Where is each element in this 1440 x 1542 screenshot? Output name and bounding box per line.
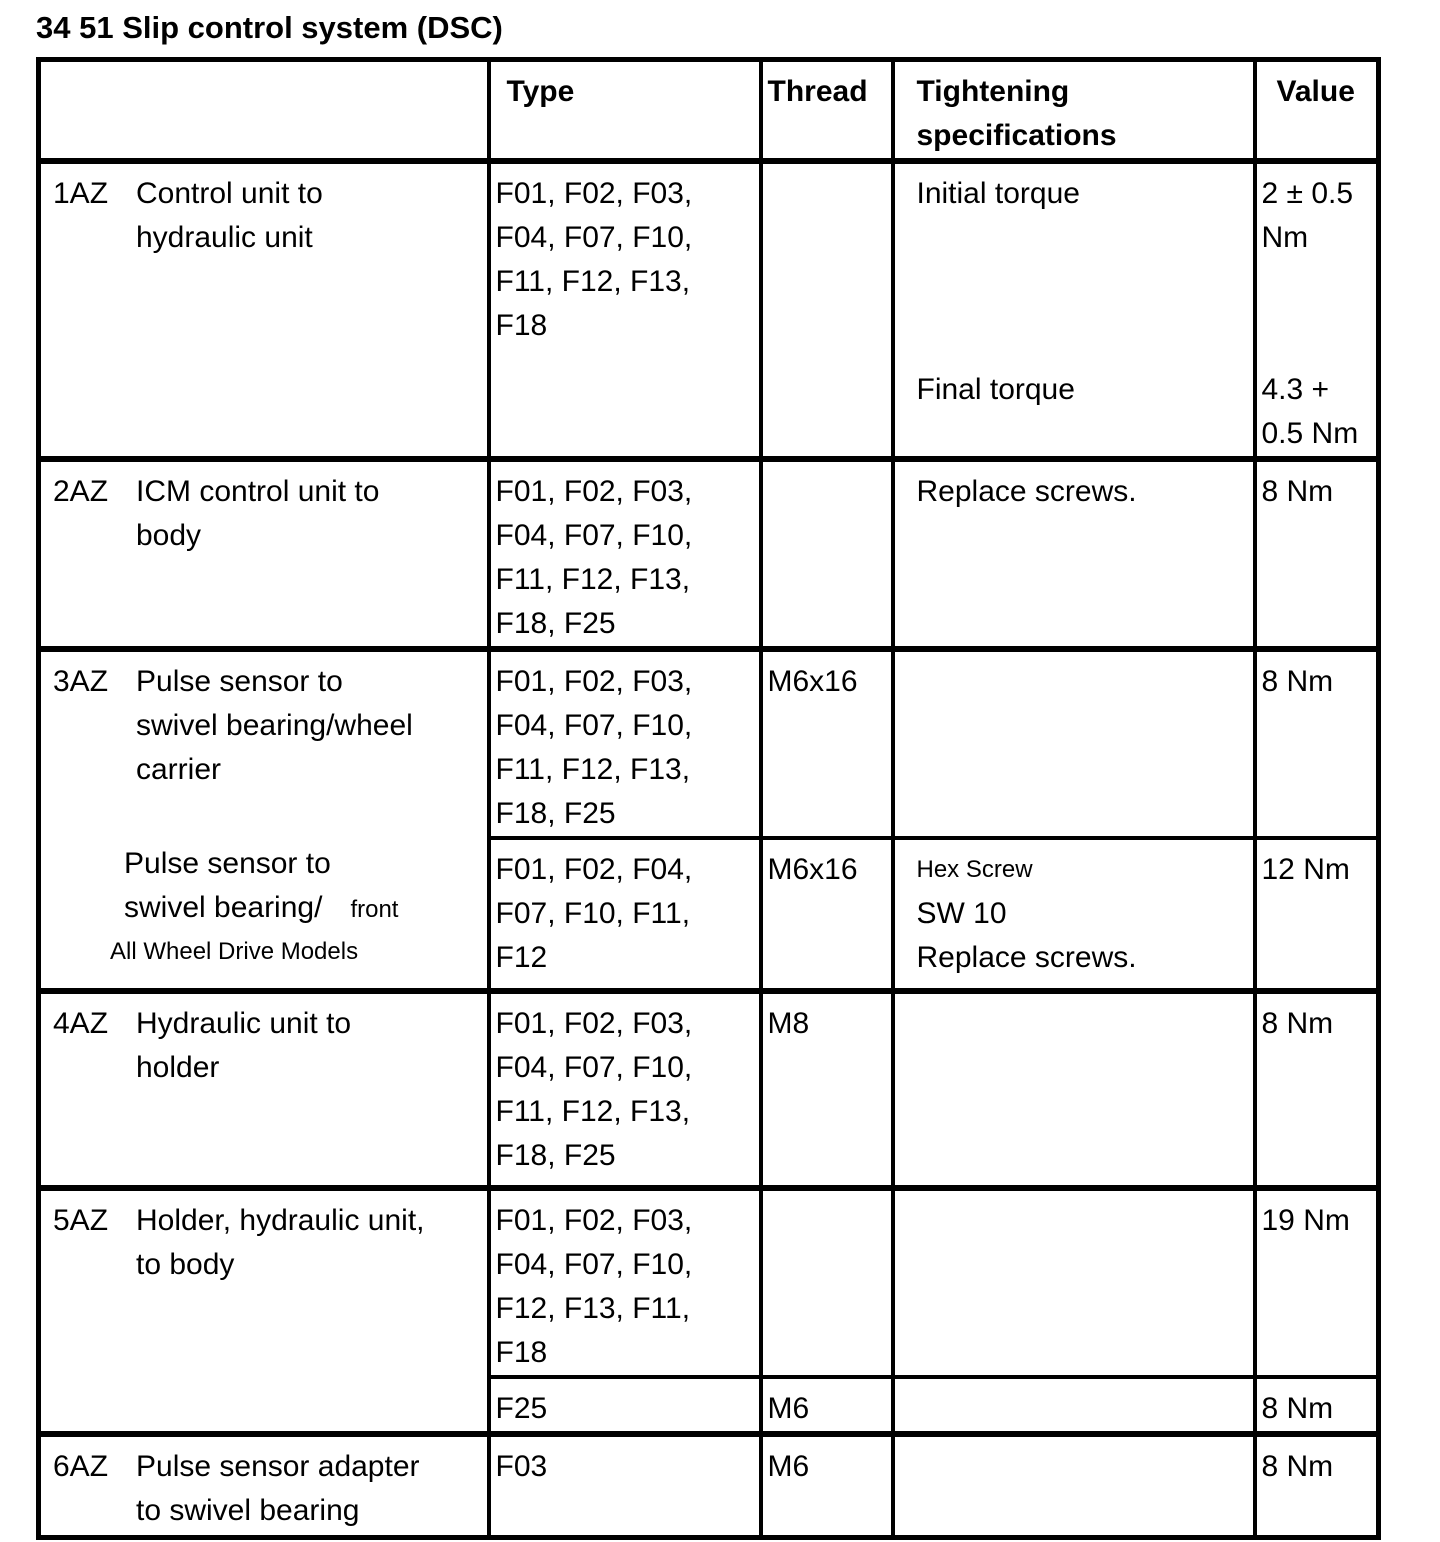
- row-4az-value: 8 Nm: [1255, 991, 1379, 1188]
- row-6az-tightening: [893, 1434, 1255, 1537]
- row-3az-sub1: [39, 649, 1379, 838]
- row-4az-code: 4AZ: [53, 1007, 109, 1040]
- row-3az-code: 3AZ: [53, 665, 109, 698]
- header-cell-tightening: Tightening specifications: [893, 60, 1255, 162]
- row-1az-tightening-final: Final torque: [916, 373, 1075, 406]
- row-3az-sub1-tightening: [893, 649, 1255, 838]
- row-5az-sub2-value: 8 Nm: [1255, 1377, 1379, 1434]
- row-2az-thread: [761, 459, 893, 649]
- row-6az-code: 6AZ: [53, 1450, 109, 1483]
- row-1az-tightening: [893, 161, 1255, 459]
- row-3az-sub1-type: F01, F02, F03, F04, F07, F10, F11, F12, F13, F18, F25: [489, 649, 761, 838]
- row-2az-code: 2AZ: [53, 475, 109, 508]
- row-1az-tightening-initial: Initial torque: [916, 177, 1080, 210]
- row-4az-tightening: [893, 991, 1255, 1188]
- row-5az-sub1-tightening: [893, 1188, 1255, 1377]
- row-5az-description: Holder, hydraulic unit, to body: [136, 1204, 425, 1281]
- row-4az-thread: M8: [761, 991, 893, 1188]
- row-1az-description: Control unit to hydraulic unit: [136, 177, 323, 254]
- header-cell-blank: [39, 60, 489, 162]
- row-4az-type: F01, F02, F03, F04, F07, F10, F11, F12, F13, F18, F25: [489, 991, 761, 1188]
- row-2az-label: [39, 459, 489, 649]
- row-5az-sub1: [39, 1188, 1379, 1377]
- row-3az-sub2-tightening: [893, 838, 1255, 991]
- row-3az-hex-screw-note: Hex Screw: [916, 856, 1033, 883]
- table-header-row: [39, 60, 1379, 162]
- row-5az-sub2-type: F25: [489, 1377, 761, 1434]
- row-3az-description-b-line1: Pulse sensor to: [124, 847, 331, 880]
- row-6az-thread: M6: [761, 1434, 893, 1537]
- row-1az-code: 1AZ: [53, 177, 109, 210]
- row-1az-value: [1255, 161, 1379, 459]
- row-3az-sub2-type: F01, F02, F04, F07, F10, F11, F12: [489, 838, 761, 991]
- header-cell-type: Type: [489, 60, 761, 162]
- row-3az-sub2-tightening-lines: SW 10 Replace screws.: [916, 897, 1137, 974]
- row-3az-description-a: Pulse sensor to swivel bearing/wheel carrier: [136, 665, 413, 786]
- row-5az-sub1-thread: [761, 1188, 893, 1377]
- row-3az-sub2-value: 12 Nm: [1255, 838, 1379, 991]
- row-3az-description-b-line2-main: swivel bearing/: [124, 891, 323, 924]
- row-3az-sub1-thread: M6x16: [761, 649, 893, 838]
- row-1az: [39, 161, 1379, 459]
- row-4az-label: [39, 991, 489, 1188]
- row-5az-sub2-tightening: [893, 1377, 1255, 1434]
- row-3az-front-note: front: [350, 896, 399, 923]
- row-6az-value: 8 Nm: [1255, 1434, 1379, 1537]
- row-3az-description-b-line2: [124, 886, 479, 932]
- row-4az-description: Hydraulic unit to holder: [136, 1007, 352, 1084]
- row-3az-awd-note: All Wheel Drive Models: [110, 938, 359, 965]
- page-title: 34 51 Slip control system (DSC): [36, 10, 503, 45]
- row-6az-label: [39, 1434, 489, 1537]
- row-3az-sub1-value: 8 Nm: [1255, 649, 1379, 838]
- row-4az: [39, 991, 1379, 1188]
- torque-spec-table: [36, 57, 1381, 1540]
- row-5az-label: [39, 1188, 489, 1434]
- row-1az-value-final: 4.3 + 0.5 Nm: [1261, 373, 1359, 450]
- row-6az: [39, 1434, 1379, 1537]
- row-2az-description: ICM control unit to body: [136, 475, 380, 552]
- header-cell-thread: Thread: [761, 60, 893, 162]
- row-2az: [39, 459, 1379, 649]
- row-5az-sub1-value: 19 Nm: [1255, 1188, 1379, 1377]
- row-5az-sub1-type: F01, F02, F03, F04, F07, F10, F12, F13, F11, F18: [489, 1188, 761, 1377]
- row-6az-description: Pulse sensor adapter to swivel bearing: [136, 1450, 420, 1527]
- row-1az-label: [39, 161, 489, 459]
- row-2az-value: 8 Nm: [1255, 459, 1379, 649]
- row-3az-label: [39, 649, 489, 991]
- row-1az-value-initial: 2 ± 0.5 Nm: [1261, 177, 1354, 254]
- row-1az-thread: [761, 161, 893, 459]
- row-5az-sub2-thread: M6: [761, 1377, 893, 1434]
- header-cell-value: Value: [1255, 60, 1379, 162]
- row-3az-description-b: [110, 842, 479, 972]
- row-2az-tightening: Replace screws.: [893, 459, 1255, 649]
- row-1az-type: F01, F02, F03, F04, F07, F10, F11, F12, F13, F18: [489, 161, 761, 459]
- row-5az-code: 5AZ: [53, 1204, 109, 1237]
- row-3az-sub2-thread: M6x16: [761, 838, 893, 991]
- row-6az-type: F03: [489, 1434, 761, 1537]
- row-2az-type: F01, F02, F03, F04, F07, F10, F11, F12, F13, F18, F25: [489, 459, 761, 649]
